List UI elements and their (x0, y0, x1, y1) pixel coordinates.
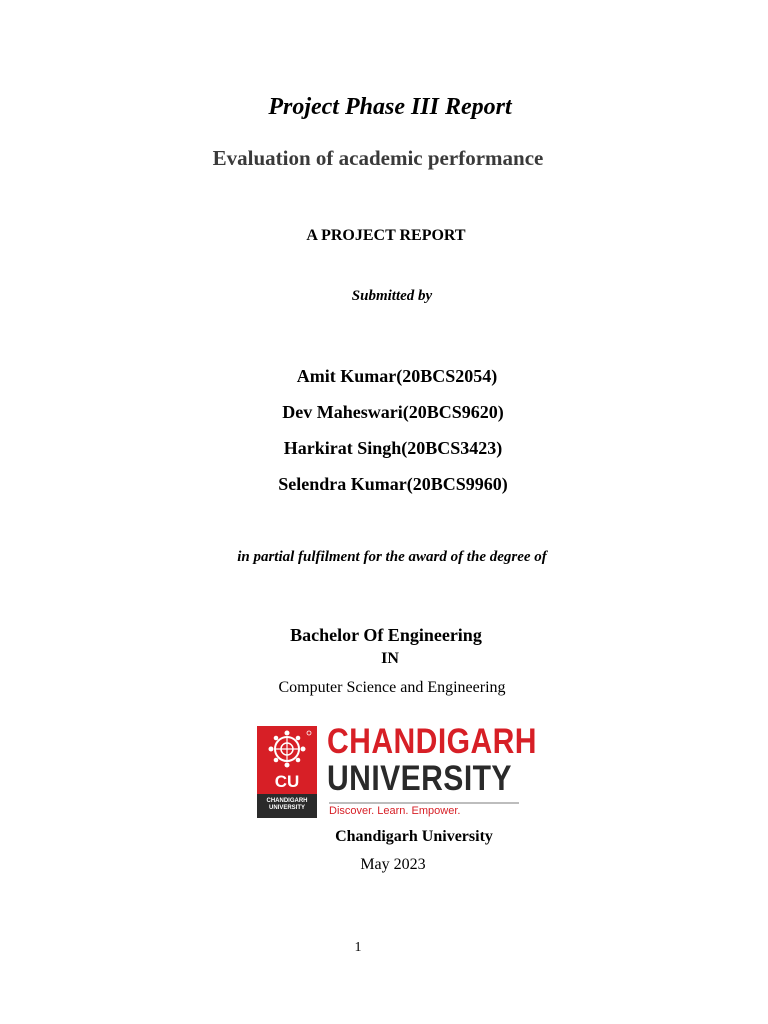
fulfilment-statement: in partial fulfilment for the award of the degree of (237, 549, 547, 565)
department-name: Computer Science and Engineering (278, 679, 506, 696)
logo-wordmark-line2: UNIVERSITY (327, 759, 512, 798)
logo-badge-caption-line: CHANDIGARH (266, 798, 308, 804)
logo-badge-caption-line: UNIVERSITY (268, 805, 305, 811)
project-subtitle: Evaluation of academic performance (212, 146, 544, 170)
logo-badge-red-panel (257, 726, 317, 794)
in-label: IN (381, 650, 399, 667)
logo-badge-text: CU (274, 772, 300, 791)
submitted-by-label: Submitted by (351, 288, 433, 304)
author-name: Dev Maheswari(20BCS9620) (282, 402, 504, 422)
author-name: Harkirat Singh(20BCS3423) (283, 438, 503, 458)
author-list (0, 365, 768, 509)
university-logo (257, 722, 537, 820)
submission-date: May 2023 (360, 856, 426, 873)
logo-divider (329, 802, 519, 804)
logo-badge-caption (257, 798, 317, 812)
report-title: Project Phase III Report (268, 94, 512, 120)
logo-tagline: Discover. Learn. Empower. (329, 805, 461, 817)
author-name: Amit Kumar(20BCS2054) (296, 366, 498, 386)
globe-gear-icon (257, 726, 317, 772)
logo-badge (257, 726, 317, 818)
report-type-label: A PROJECT REPORT (306, 227, 466, 244)
page-number: 1 (354, 940, 362, 955)
logo-wordmark-line1: CHANDIGARH (327, 722, 537, 761)
degree-name: Bachelor Of Engineering (290, 625, 482, 645)
author-name: Selendra Kumar(20BCS9960) (278, 474, 508, 494)
university-name: Chandigarh University (335, 828, 493, 845)
